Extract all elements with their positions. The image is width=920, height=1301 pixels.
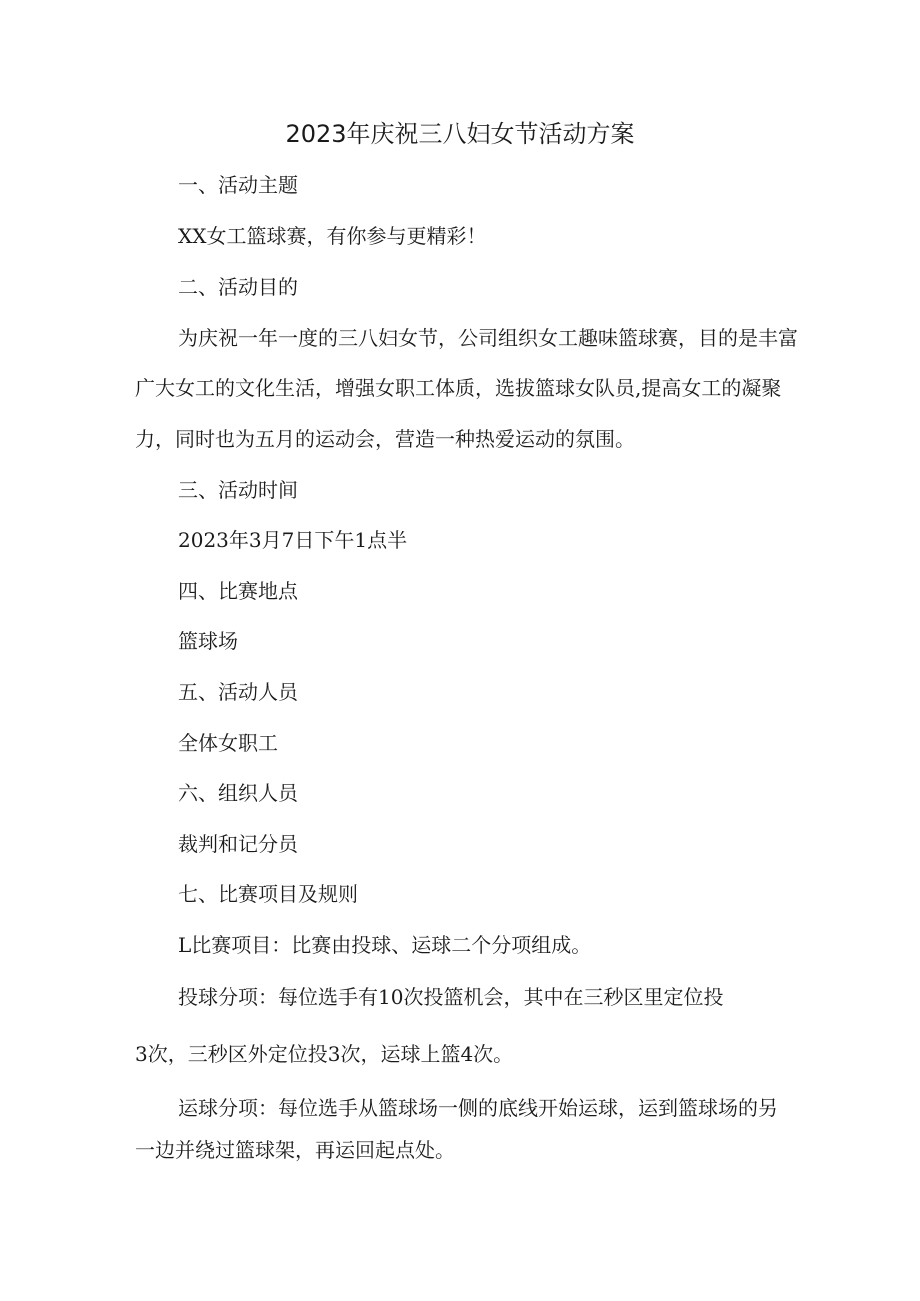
purpose-paragraph-line-2: 广大女工的文化生活，增强女职工体质，选拔篮球女队员,提高女工的凝聚 xyxy=(135,376,782,400)
section-heading-rules: 七、比赛项目及规则 xyxy=(178,882,358,906)
section-heading-organizers: 六、组织人员 xyxy=(178,781,298,805)
section-heading-participants: 五、活动人员 xyxy=(178,680,298,704)
section-heading-venue: 四、比赛地点 xyxy=(178,579,298,603)
purpose-paragraph-line-1: 为庆祝一年一度的三八妇女节，公司组织女工趣味篮球赛，目的是丰富 xyxy=(178,326,798,350)
section-heading-time: 三、活动时间 xyxy=(178,478,298,502)
participants-text: 全体女职工 xyxy=(178,731,278,755)
dribbling-rules-line-2: 一边并绕过篮球架，再运回起点处。 xyxy=(135,1138,455,1162)
document-title: 2023年庆祝三八妇女节活动方案 xyxy=(285,120,635,148)
section-heading-purpose: 二、活动目的 xyxy=(178,275,298,299)
shooting-rules-line-2: 3次，三秒区外定位投3次，运球上篮4次。 xyxy=(135,1042,514,1066)
shooting-rules-line-1: 投球分项：每位选手有10次投篮机会，其中在三秒区里定位投 xyxy=(178,985,724,1009)
venue-text: 篮球场 xyxy=(178,629,238,653)
section-heading-theme: 一、活动主题 xyxy=(178,173,298,197)
theme-text: XX女工篮球赛，有你参与更精彩！ xyxy=(178,224,487,248)
time-text: 2023年3月7日下午1点半 xyxy=(178,528,408,552)
purpose-paragraph-line-3: 力，同时也为五月的运动会，营造一种热爱运动的氛围。 xyxy=(135,427,635,451)
dribbling-rules-line-1: 运球分项：每位选手从篮球场一侧的底线开始运球，运到篮球场的另 xyxy=(178,1096,778,1120)
organizers-text: 裁判和记分员 xyxy=(178,832,298,856)
rules-items-text: L比赛项目：比赛由投球、运球二个分项组成。 xyxy=(178,933,592,957)
